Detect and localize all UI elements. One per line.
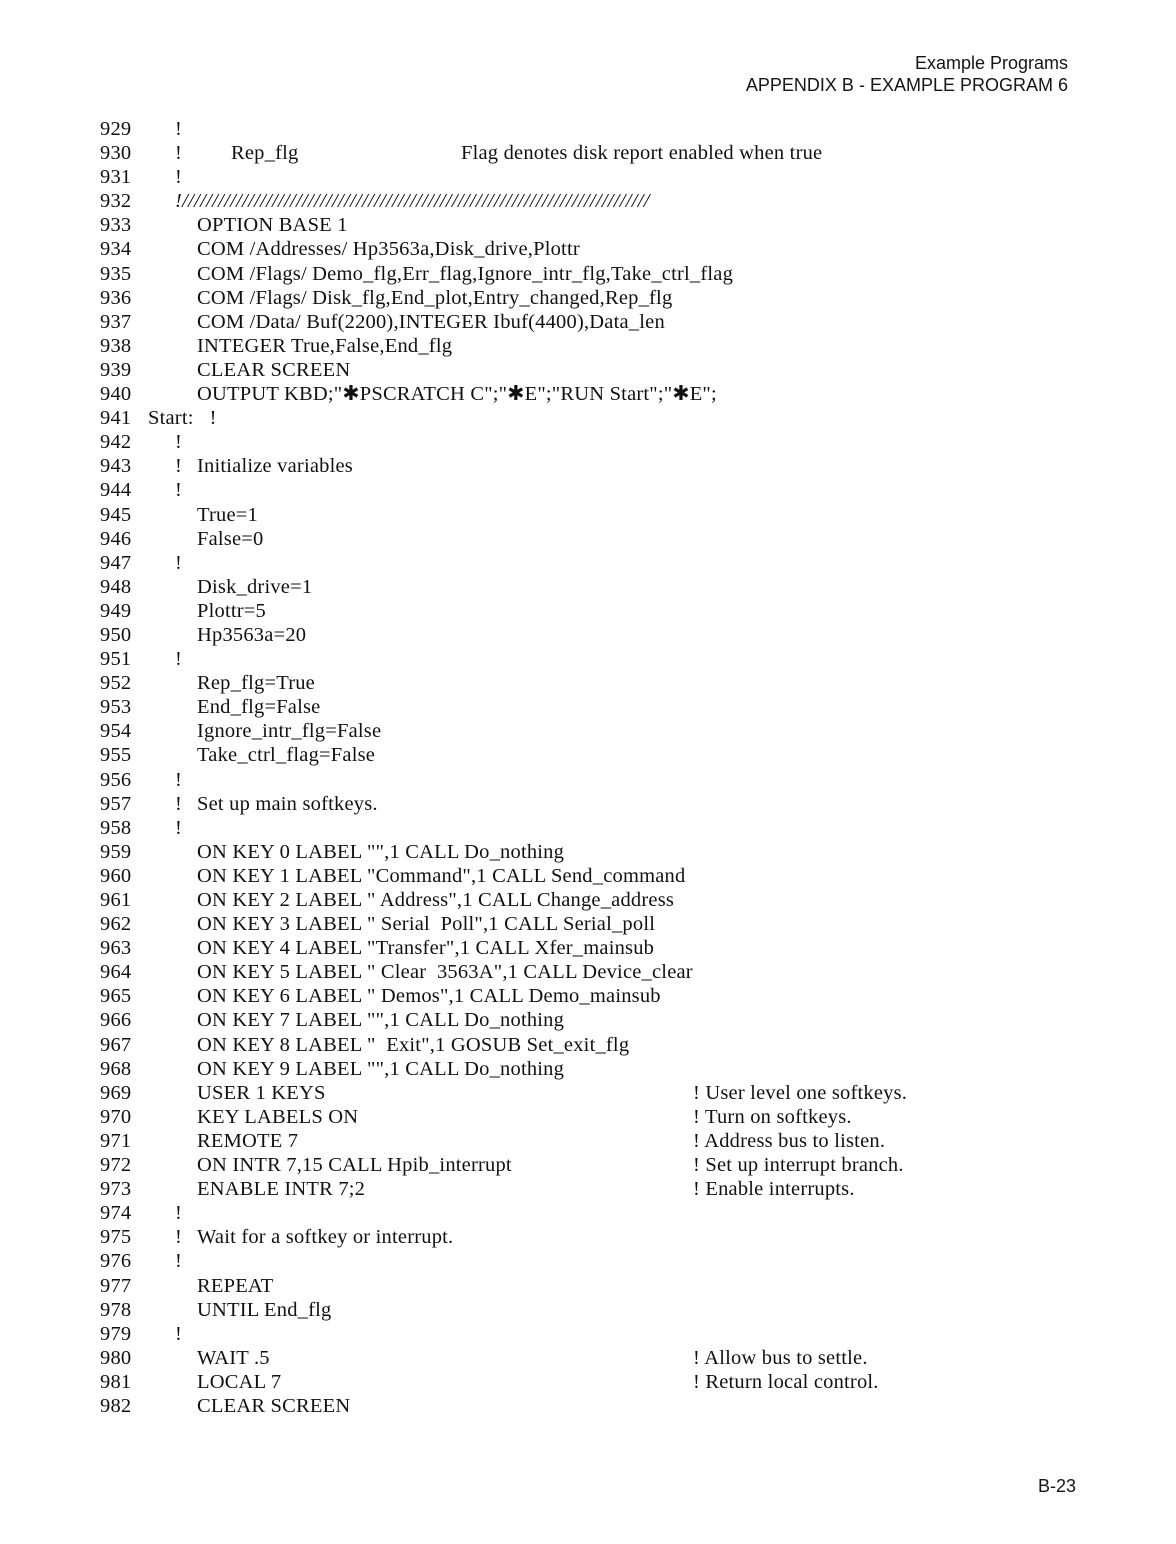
- line-number: 981: [100, 1370, 132, 1393]
- code-line-932: [100, 189, 1100, 213]
- code-line-974: [100, 1201, 1100, 1225]
- code-line-953: [100, 695, 1100, 719]
- code-line-965: [100, 984, 1100, 1008]
- code-line-931: [100, 165, 1100, 189]
- line-number: 961: [100, 889, 132, 911]
- line-number: 940: [100, 383, 132, 406]
- code-statement: ON KEY 2 LABEL " Address",1 CALL Change_address: [197, 889, 675, 911]
- line-number: 929: [100, 118, 132, 140]
- line-number: 949: [100, 599, 132, 622]
- line-number: 970: [100, 1105, 132, 1128]
- code-line-975: [100, 1225, 1100, 1249]
- code-label: Start: !: [148, 407, 217, 430]
- code-line-948: [100, 575, 1100, 599]
- code-line-970: [100, 1105, 1100, 1129]
- code-line-969: [100, 1081, 1100, 1105]
- code-line-936: [100, 286, 1100, 310]
- header-section-title: Example Programs: [914, 53, 1068, 73]
- code-statement: USER 1 KEYS: [197, 1081, 326, 1104]
- code-line-977: [100, 1274, 1100, 1298]
- comment-marker: !: [175, 142, 183, 165]
- line-number: 939: [100, 358, 132, 381]
- line-number: 969: [100, 1081, 132, 1104]
- line-number: 952: [100, 672, 132, 695]
- code-statement: ON KEY 5 LABEL " Clear 3563A",1 CALL Device_clear: [197, 961, 693, 984]
- code-statement: WAIT .5: [197, 1346, 270, 1369]
- code-statement: COM /Data/ Buf(2200),INTEGER Ibuf(4400),Data_len: [197, 310, 665, 333]
- code-statement: ON KEY 8 LABEL " Exit",1 GOSUB Set_exit_flg: [197, 1033, 630, 1056]
- code-statement: Disk_drive=1: [197, 575, 313, 598]
- line-number: 978: [100, 1298, 132, 1321]
- code-statement: Ignore_intr_flg=False: [197, 720, 382, 743]
- code-statement: ENABLE INTR 7;2: [197, 1178, 366, 1201]
- code-line-949: [100, 599, 1100, 623]
- line-number: 979: [100, 1322, 132, 1345]
- code-line-980: [100, 1346, 1100, 1370]
- line-number: 945: [100, 503, 132, 526]
- line-number: 938: [100, 334, 132, 357]
- comment-marker: !: [175, 118, 183, 140]
- code-statement: Rep_flg=True: [197, 672, 315, 695]
- comment-marker: !: [175, 166, 183, 189]
- code-statement: COM /Flags/ Disk_flg,End_plot,Entry_changed,Rep_flg: [197, 286, 673, 309]
- inline-comment: ! Allow bus to settle.: [693, 1346, 868, 1369]
- inline-comment: ! Enable interrupts.: [693, 1178, 855, 1201]
- code-statement: LOCAL 7: [197, 1370, 282, 1393]
- code-line-979: [100, 1322, 1100, 1346]
- code-line-981: [100, 1370, 1100, 1394]
- code-statement: CLEAR SCREEN: [197, 1394, 351, 1417]
- code-statement: ON KEY 4 LABEL "Transfer",1 CALL Xfer_mainsub: [197, 937, 655, 960]
- line-number: 977: [100, 1274, 132, 1297]
- line-number: 982: [100, 1394, 132, 1417]
- line-number: 936: [100, 286, 132, 309]
- code-line-939: [100, 358, 1100, 382]
- line-number: 931: [100, 166, 132, 189]
- code-statement: ON KEY 0 LABEL "",1 CALL Do_nothing: [197, 840, 565, 863]
- line-number: 933: [100, 214, 132, 237]
- line-number: 950: [100, 623, 132, 646]
- code-statement: INTEGER True,False,End_flg: [197, 334, 453, 357]
- line-number: 934: [100, 238, 132, 261]
- code-line-954: [100, 719, 1100, 743]
- line-number: 963: [100, 937, 132, 960]
- code-line-934: [100, 237, 1100, 261]
- comment-marker: !: [175, 1226, 183, 1249]
- code-line-945: [100, 503, 1100, 527]
- comment-text: Set up main softkeys.: [197, 792, 378, 815]
- code-statement: UNTIL End_flg: [197, 1298, 332, 1321]
- line-number: 957: [100, 792, 132, 815]
- line-number: 975: [100, 1226, 132, 1249]
- line-number: 974: [100, 1202, 132, 1225]
- code-line-955: [100, 743, 1100, 767]
- inline-comment: ! Address bus to listen.: [693, 1129, 886, 1152]
- code-statement: End_flg=False: [197, 696, 321, 719]
- separator-comment: !//////////////////////////////////////////////////////////////////////////////: [175, 190, 650, 213]
- line-number: 966: [100, 1009, 132, 1032]
- header-appendix-title: APPENDIX B - EXAMPLE PROGRAM 6: [745, 75, 1068, 95]
- code-line-944: [100, 478, 1100, 502]
- comment-marker: !: [175, 455, 183, 478]
- line-number: 930: [100, 142, 132, 165]
- code-line-952: [100, 671, 1100, 695]
- code-statement: ON KEY 7 LABEL "",1 CALL Do_nothing: [197, 1009, 565, 1032]
- line-number: 955: [100, 744, 132, 767]
- code-statement: ON KEY 1 LABEL "Command",1 CALL Send_command: [197, 864, 686, 887]
- line-number: 946: [100, 527, 132, 550]
- comment-marker: !: [175, 551, 183, 574]
- line-number: 958: [100, 816, 132, 839]
- line-number: 962: [100, 913, 132, 936]
- code-statement: OPTION BASE 1: [197, 214, 348, 237]
- line-number: 944: [100, 479, 132, 502]
- page-header: [746, 52, 1068, 96]
- code-statement: REMOTE 7: [197, 1129, 299, 1152]
- code-line-968: [100, 1057, 1100, 1081]
- line-number: 976: [100, 1250, 132, 1273]
- code-line-937: [100, 310, 1100, 334]
- line-number: 968: [100, 1057, 132, 1080]
- code-line-938: [100, 334, 1100, 358]
- line-number: 932: [100, 190, 132, 213]
- code-statement: COM /Addresses/ Hp3563a,Disk_drive,Plottr: [197, 238, 580, 261]
- code-line-960: [100, 864, 1100, 888]
- comment-marker: !: [175, 1250, 183, 1273]
- inline-comment: ! User level one softkeys.: [693, 1081, 908, 1104]
- line-number: 935: [100, 262, 132, 285]
- line-number: 943: [100, 455, 132, 478]
- line-number: 959: [100, 840, 132, 863]
- code-line-956: [100, 768, 1100, 792]
- line-number: 967: [100, 1033, 132, 1056]
- code-statement: REPEAT: [197, 1274, 274, 1297]
- page-number: B-23: [1037, 1476, 1076, 1496]
- code-statement: ON KEY 9 LABEL "",1 CALL Do_nothing: [197, 1057, 565, 1080]
- line-number: 937: [100, 310, 132, 333]
- code-statement: Hp3563a=20: [197, 623, 307, 646]
- code-line-964: [100, 960, 1100, 984]
- code-line-963: [100, 936, 1100, 960]
- code-line-972: [100, 1153, 1100, 1177]
- code-statement: OUTPUT KBD;"✱PSCRATCH C";"✱E";"RUN Start";"✱E";: [197, 383, 717, 406]
- comment-marker: !: [175, 1202, 183, 1225]
- code-line-935: [100, 262, 1100, 286]
- code-line-940: [100, 382, 1100, 406]
- code-line-978: [100, 1298, 1100, 1322]
- code-statement: False=0: [197, 527, 264, 550]
- line-number: 951: [100, 648, 132, 671]
- code-statement: True=1: [197, 503, 258, 526]
- code-line-973: [100, 1177, 1100, 1201]
- comment-marker: !: [175, 1322, 183, 1345]
- code-statement: CLEAR SCREEN: [197, 358, 351, 381]
- line-number: 972: [100, 1154, 132, 1177]
- inline-comment: ! Turn on softkeys.: [693, 1105, 852, 1128]
- line-number: 965: [100, 985, 132, 1008]
- comment-marker: !: [175, 431, 183, 454]
- inline-comment: ! Return local control.: [693, 1370, 879, 1393]
- code-line-962: [100, 912, 1100, 936]
- line-number: 964: [100, 961, 132, 984]
- code-line-947: [100, 551, 1100, 575]
- comment-marker: !: [175, 768, 183, 791]
- line-number: 941: [100, 407, 132, 430]
- comment-marker: !: [175, 479, 183, 502]
- comment-marker: !: [175, 648, 183, 671]
- code-line-943: [100, 454, 1100, 478]
- code-line-966: [100, 1008, 1100, 1032]
- code-line-950: [100, 623, 1100, 647]
- code-line-951: [100, 647, 1100, 671]
- code-statement: Take_ctrl_flag=False: [197, 744, 376, 767]
- program-listing: [100, 117, 1100, 1418]
- line-number: 953: [100, 696, 132, 719]
- code-line-941: [100, 406, 1100, 430]
- code-line-976: [100, 1249, 1100, 1273]
- code-line-959: [100, 840, 1100, 864]
- comment-marker: !: [175, 792, 183, 815]
- code-line-957: [100, 792, 1100, 816]
- code-statement: ON KEY 3 LABEL " Serial Poll",1 CALL Serial_poll: [197, 913, 656, 936]
- code-line-930: [100, 141, 1100, 165]
- line-number: 971: [100, 1129, 132, 1152]
- line-number: 973: [100, 1178, 132, 1201]
- inline-comment: ! Set up interrupt branch.: [693, 1154, 904, 1177]
- line-number: 954: [100, 720, 132, 743]
- comment-text: Wait for a softkey or interrupt.: [197, 1226, 454, 1249]
- line-number: 947: [100, 551, 132, 574]
- code-statement: KEY LABELS ON: [197, 1105, 359, 1128]
- line-number: 948: [100, 575, 132, 598]
- code-line-946: [100, 527, 1100, 551]
- code-line-942: [100, 430, 1100, 454]
- code-line-929: [100, 117, 1100, 141]
- comment-text: Initialize variables: [197, 455, 353, 478]
- comment-marker: !: [175, 816, 183, 839]
- code-line-961: [100, 888, 1100, 912]
- code-line-933: [100, 213, 1100, 237]
- code-statement: Plottr=5: [197, 599, 266, 622]
- code-statement: ON INTR 7,15 CALL Hpib_interrupt: [197, 1154, 512, 1177]
- line-number: 956: [100, 768, 132, 791]
- code-line-958: [100, 816, 1100, 840]
- variable-name: Rep_flg: [231, 142, 299, 165]
- code-line-967: [100, 1033, 1100, 1057]
- code-line-982: [100, 1394, 1100, 1418]
- variable-description: Flag denotes disk report enabled when true: [461, 142, 823, 165]
- line-number: 960: [100, 864, 132, 887]
- code-line-971: [100, 1129, 1100, 1153]
- line-number: 980: [100, 1346, 132, 1369]
- code-statement: ON KEY 6 LABEL " Demos",1 CALL Demo_mainsub: [197, 985, 661, 1008]
- line-number: 942: [100, 431, 132, 454]
- code-statement: COM /Flags/ Demo_flg,Err_flag,Ignore_intr_flg,Take_ctrl_flag: [197, 262, 734, 285]
